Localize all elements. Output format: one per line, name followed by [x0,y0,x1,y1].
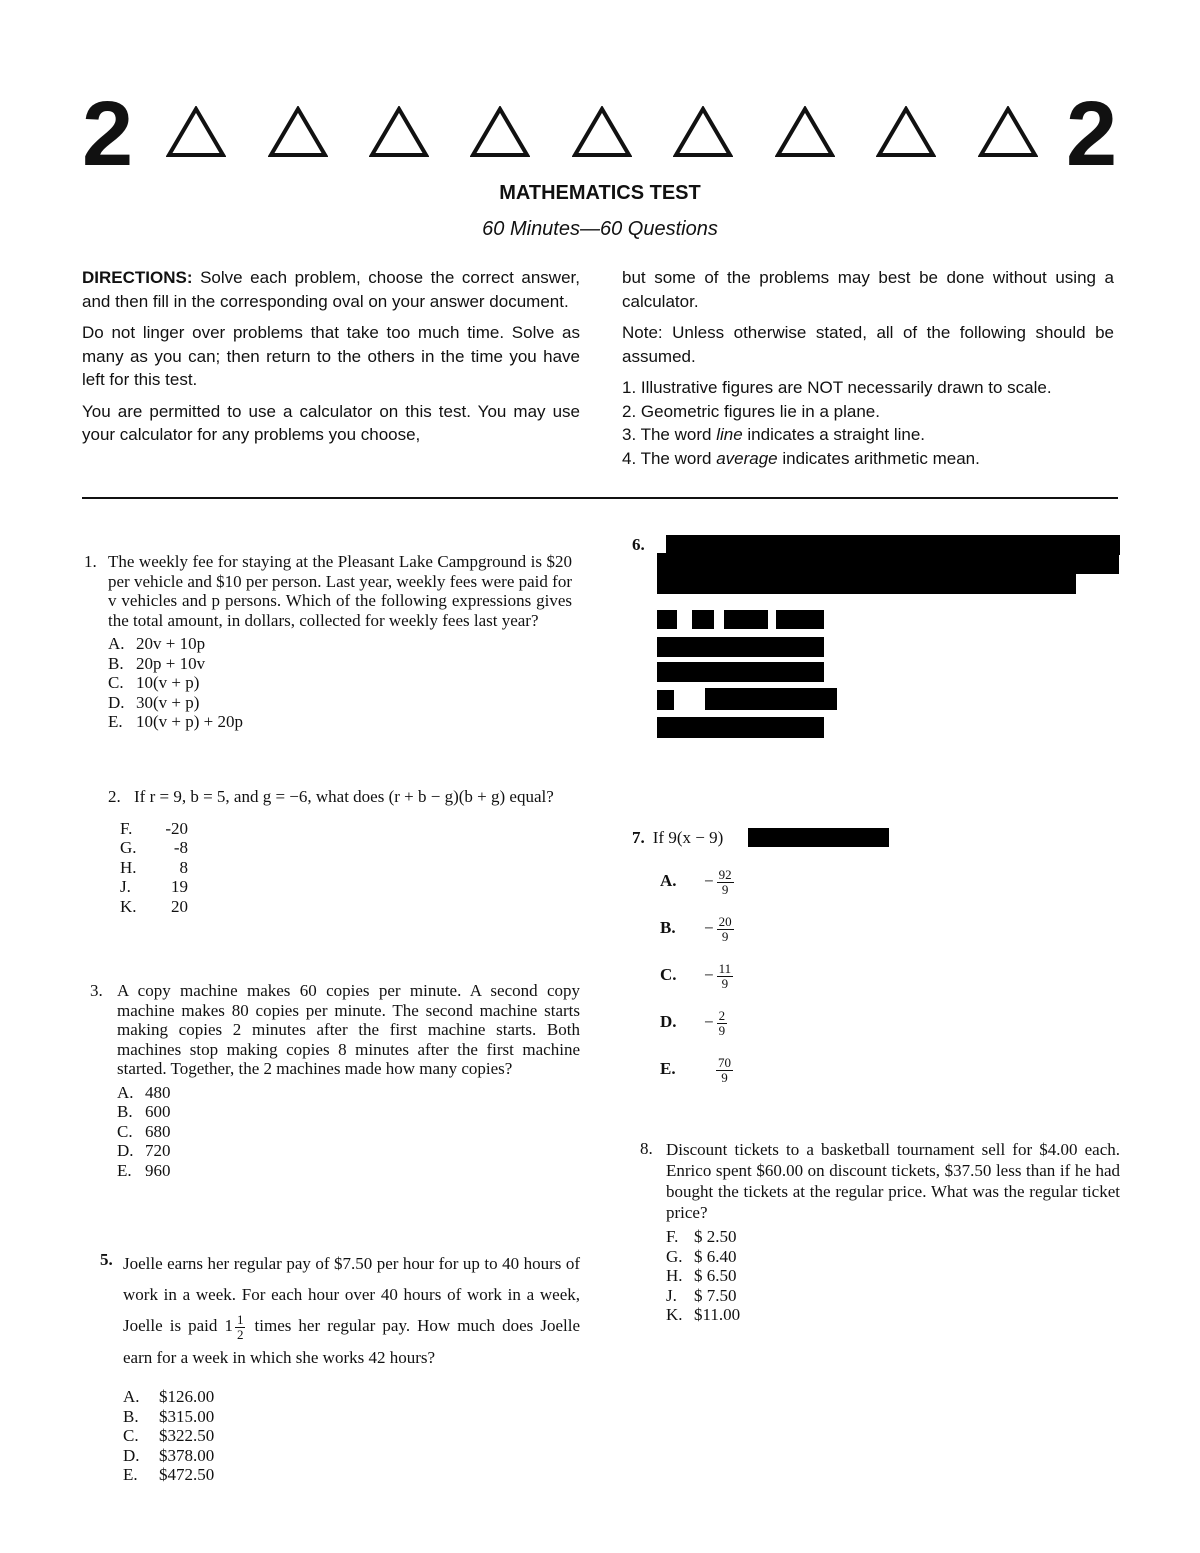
answer-option[interactable]: G. $ 6.40 [666,1246,737,1266]
question-stem: If 9(x − 9) [652,828,724,847]
answer-option[interactable]: D. 30(v + p) [108,692,200,712]
redaction-bar [666,535,1120,555]
assumption-item: 3. The word line indicates a straight line. [622,425,926,444]
answer-option[interactable]: E. 960 [117,1160,171,1180]
fraction: $\frac{70}{9}$ [718,1055,731,1085]
answer-option[interactable]: K. $11.00 [666,1305,741,1324]
answer-option[interactable]: F. -20 [120,818,188,838]
question-stem: The weekly fee for staying at the Pleasant Lake Campground is $20 per vehicle and $10 per person. Last year, weekly fees were paid for v vehicles and p persons. Which of the following expressions gives the total amount, in dollars, collected for weekly fees last year? [108,552,572,630]
directions-paragraph-3: You are permitted to use a calculator on this test. You may use your calculator for any problems you choose, [82,401,580,444]
triangle-icon [876,106,936,158]
answer-option[interactable]: H. 8 [120,857,188,877]
test-title: MATHEMATICS TEST [499,182,701,204]
answer-options [123,1387,580,1485]
section-divider [82,497,1118,499]
fraction: $\frac{2}{9}$ [718,1008,726,1038]
question-number: 5. [100,1250,113,1269]
triangle-icon [166,106,226,158]
redaction-bar [657,574,1076,594]
fraction: $\frac{20}{9}$ [718,914,732,944]
redaction-bar [705,688,837,710]
section-number-left: 2 [82,83,134,185]
answer-option[interactable]: F. $ 2.50 [666,1227,737,1246]
question-number: 7. [632,828,645,847]
answer-option[interactable]: C. $322.50 [123,1426,215,1446]
question-1 [84,552,572,732]
answer-option[interactable]: G. -8 [120,838,188,857]
fraction: $\frac{92}{9}$ [718,867,732,897]
answer-option[interactable]: B. 20p + 10v [108,653,206,673]
redaction-bar [776,610,824,629]
assumption-list [622,376,1114,470]
redaction-bar [657,610,677,629]
answer-option[interactable]: A. − $\frac{92}{9}$ [660,867,732,897]
answer-options [120,819,598,917]
answer-option[interactable]: A. $126.00 [123,1387,215,1407]
answer-option[interactable]: B. $315.00 [123,1406,215,1426]
triangle-icon [470,106,530,158]
directions-label: DIRECTIONS: [82,268,193,287]
answer-options [666,1227,1120,1325]
question-stem: Discount tickets to a basketball tournament sell for $4.00 each. Enrico spent $60.00 on discount tickets, $37.50 less than if he had bought the tickets at the regular price. What was the regular ticket price? [666,1140,1120,1222]
answer-option[interactable]: E. $\frac{70}{9}$ [660,1055,731,1085]
redaction-bar [724,610,768,629]
triangle-icon [268,106,328,158]
triangle-icon [978,106,1038,158]
answer-options [117,1083,580,1181]
redaction-bar [657,637,824,657]
triangle-icon [673,106,733,158]
answer-option[interactable]: C. − $\frac{11}{9}$ [660,961,732,991]
test-subtitle: 60 Minutes—60 Questions [482,218,718,240]
redaction-bar [657,553,1119,574]
redaction-bar [657,717,824,738]
question-number: 3. [90,981,103,1000]
triangle-icon [369,106,429,158]
question-number: 1. [84,552,97,571]
triangle-icon [775,106,835,158]
assumption-item: 2. Geometric figures lie in a plane. [622,401,880,421]
assumption-item: 1. Illustrative figures are NOT necessarily drawn to scale. [622,378,1052,397]
answer-option[interactable]: K. 20 [120,896,188,916]
redaction-bar [657,662,824,682]
answer-option[interactable]: D. − $\frac{2}{9}$ [660,1008,726,1038]
fraction: $\frac{11}{9}$ [718,961,732,991]
redaction-bar [748,828,889,847]
question-5 [100,1248,580,1485]
directions-left-column [82,266,580,455]
answer-option[interactable]: E. $472.50 [123,1465,215,1485]
question-stem: If r = 9, b = 5, and g = −6, what does (r + b − g)(b + g) equal? [134,787,554,806]
question-6-number: 6. [632,535,645,554]
answer-option[interactable]: C. 680 [117,1121,171,1141]
answer-option[interactable]: E. 10(v + p) + 20p [108,712,243,731]
answer-option[interactable]: D. $378.00 [123,1445,215,1465]
answer-option[interactable]: A. 480 [117,1082,171,1102]
answer-option[interactable]: D. 720 [117,1141,171,1160]
question-stem: Joelle earns her regular pay of $7.50 per hour for up to 40 hours of work in a week. For each hour over 40 hours of work in a week, Joelle is paid 1 $\frac{1}{2}$ times her regular pay. How much does Joelle earn for a week in which she works 42 hours? [123,1254,580,1367]
answer-option[interactable]: B. 600 [117,1102,171,1121]
question-8 [640,1139,1120,1325]
answer-option[interactable]: J. 19 [120,877,188,896]
question-2 [108,787,598,916]
answer-option[interactable]: B. − $\frac{20}{9}$ [660,914,732,944]
directions-paragraph-2: Do not linger over problems that take too much time. Solve as many as you can; then return to the others in the time you have left for this test. [82,323,580,389]
triangle-icon [572,106,632,158]
answer-option[interactable]: J. $ 7.50 [666,1285,737,1305]
directions-paragraph-4: but some of the problems may best be done without using a calculator. [622,268,1114,311]
answer-option[interactable]: C. 10(v + p) [108,673,200,692]
fraction: $\frac{1}{2}$ [236,1312,244,1342]
answer-option[interactable]: H. $ 6.50 [666,1266,737,1285]
section-number-right: 2 [1066,83,1118,185]
answer-options [108,634,572,732]
redaction-bar [692,610,714,629]
assumption-item: 4. The word average indicates arithmetic mean. [622,448,980,468]
question-stem: A copy machine makes 60 copies per minute. A second copy machine makes 80 copies per minute. The second machine starts making copies 2 minutes after the first machine starts. Both machines stop making copies 8 minutes after the first machine started. Together, the 2 machines made how many copies? [117,981,580,1078]
directions-note: Note: Unless otherwise stated, all of the following should be assumed. [622,323,1114,366]
answer-option[interactable]: A. 20v + 10p [108,634,206,653]
question-number: 2. [108,787,121,806]
directions-paragraph-1: DIRECTIONS: Solve each problem, choose the correct answer, and then fill in the corresponding oval on your answer document. [82,268,580,311]
directions-right-column [622,266,1114,470]
redaction-bar [657,690,674,710]
question-number: 8. [640,1139,653,1158]
question-3 [90,981,580,1180]
